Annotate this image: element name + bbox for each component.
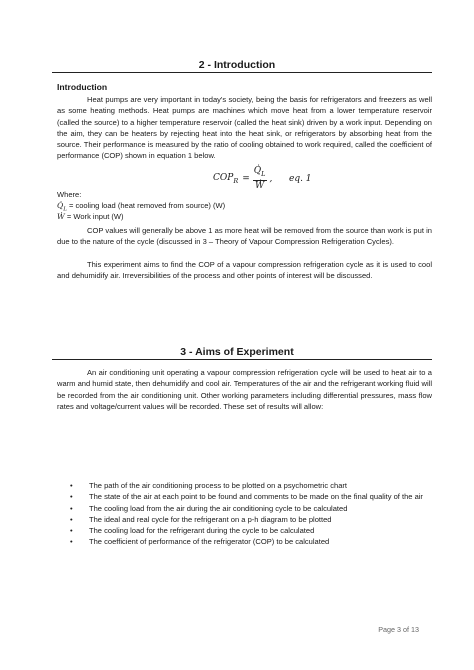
- equation-denominator: Ẇ: [255, 180, 265, 191]
- bullet-icon: •: [70, 492, 73, 502]
- equation-comma: ,: [269, 173, 273, 184]
- definition-work-input: Ẇ = Work input (W): [57, 212, 124, 221]
- aims-paragraph: An air conditioning unit operating a vapour compression refrigeration cycle will be used to heat air to a warm and humid state, then dehumidify and cool air. Temperatures of the air and the refrigerant working fluid will be recorded from the air conditioning unit. Other working parameters including differential pressures, mass flow rates and voltage/current values will be recorded. These set of results will allow:: [57, 368, 432, 411]
- bullet-icon: •: [70, 503, 73, 513]
- bullet-icon: •: [70, 514, 73, 524]
- equation-lhs: $COP_R$: [213, 173, 239, 185]
- equation-fraction: [253, 166, 267, 192]
- section-2-title: 2 - Introduction: [198, 59, 276, 71]
- aims-list-item: • The cooling load for the refrigerant during the cycle to be calculated: [70, 526, 315, 536]
- aims-list-item: • The state of the air at each point to be found and comments to be made on the final quality of the air: [70, 492, 423, 502]
- aims-list-item: • The coefficient of performance of the refrigerator (COP) to be calculated: [70, 537, 330, 547]
- page-number: Page 3 of 13: [378, 625, 419, 634]
- introduction-subheading: Introduction: [57, 82, 108, 92]
- section-2-rule: [52, 72, 432, 73]
- aims-list-item: • The cooling load from the air during the air conditioning cycle to be calculated: [70, 503, 348, 513]
- aims-list: [70, 480, 430, 548]
- bullet-icon: •: [70, 526, 73, 536]
- bullet-icon: •: [70, 537, 73, 547]
- definition-cooling-load: $Q̇_L$ = cooling load (heat removed from source) (W): [57, 201, 226, 213]
- intro-paragraph-2: COP values will generally be above 1 as more heat will be removed from the source than work is put in due to the nature of the cycle (discussed in 3 – Theory of Vapour Compression Refrigeration Cycles).: [57, 226, 432, 247]
- section-3-rule: [52, 359, 432, 360]
- intro-paragraph-3: This experiment aims to find the COP of a vapour compression refrigeration cycle as it is used to cool and dehumidify air. Irreversibilities of the process and other points of interest will be discussed.: [57, 260, 432, 281]
- section-3-title: 3 - Aims of Experiment: [180, 346, 294, 358]
- equation-numerator: $Q̇_L$: [253, 166, 267, 181]
- equation-label: eq. 1: [289, 174, 312, 184]
- aims-list-item: • The path of the air conditioning process to be plotted on a psychometric chart: [70, 481, 348, 490]
- where-label: Where:: [57, 190, 82, 199]
- cop-equation: [213, 166, 298, 192]
- aims-list-item: • The ideal and real cycle for the refrigerant on a p-h diagram to be plotted: [70, 514, 332, 524]
- intro-paragraph-1: Heat pumps are very important in today's society, being the basis for refrigerators and freezers as well as some heating methods. Heat pumps are machines which move heat from a lower temperature reservoir (called the source) to a higher temperature reservoir (called the heat sink) driven by a work input. Depending on the aim, they can be heaters by rejecting heat into the heat sink, or refrigerators by absorbing heat from the source. Their performance is measured by the ratio of cooling obtained to work required, called the coefficient of performance (COP) shown in equation 1 below.: [57, 95, 432, 161]
- bullet-icon: •: [70, 481, 73, 490]
- equation-equals: =: [242, 173, 250, 184]
